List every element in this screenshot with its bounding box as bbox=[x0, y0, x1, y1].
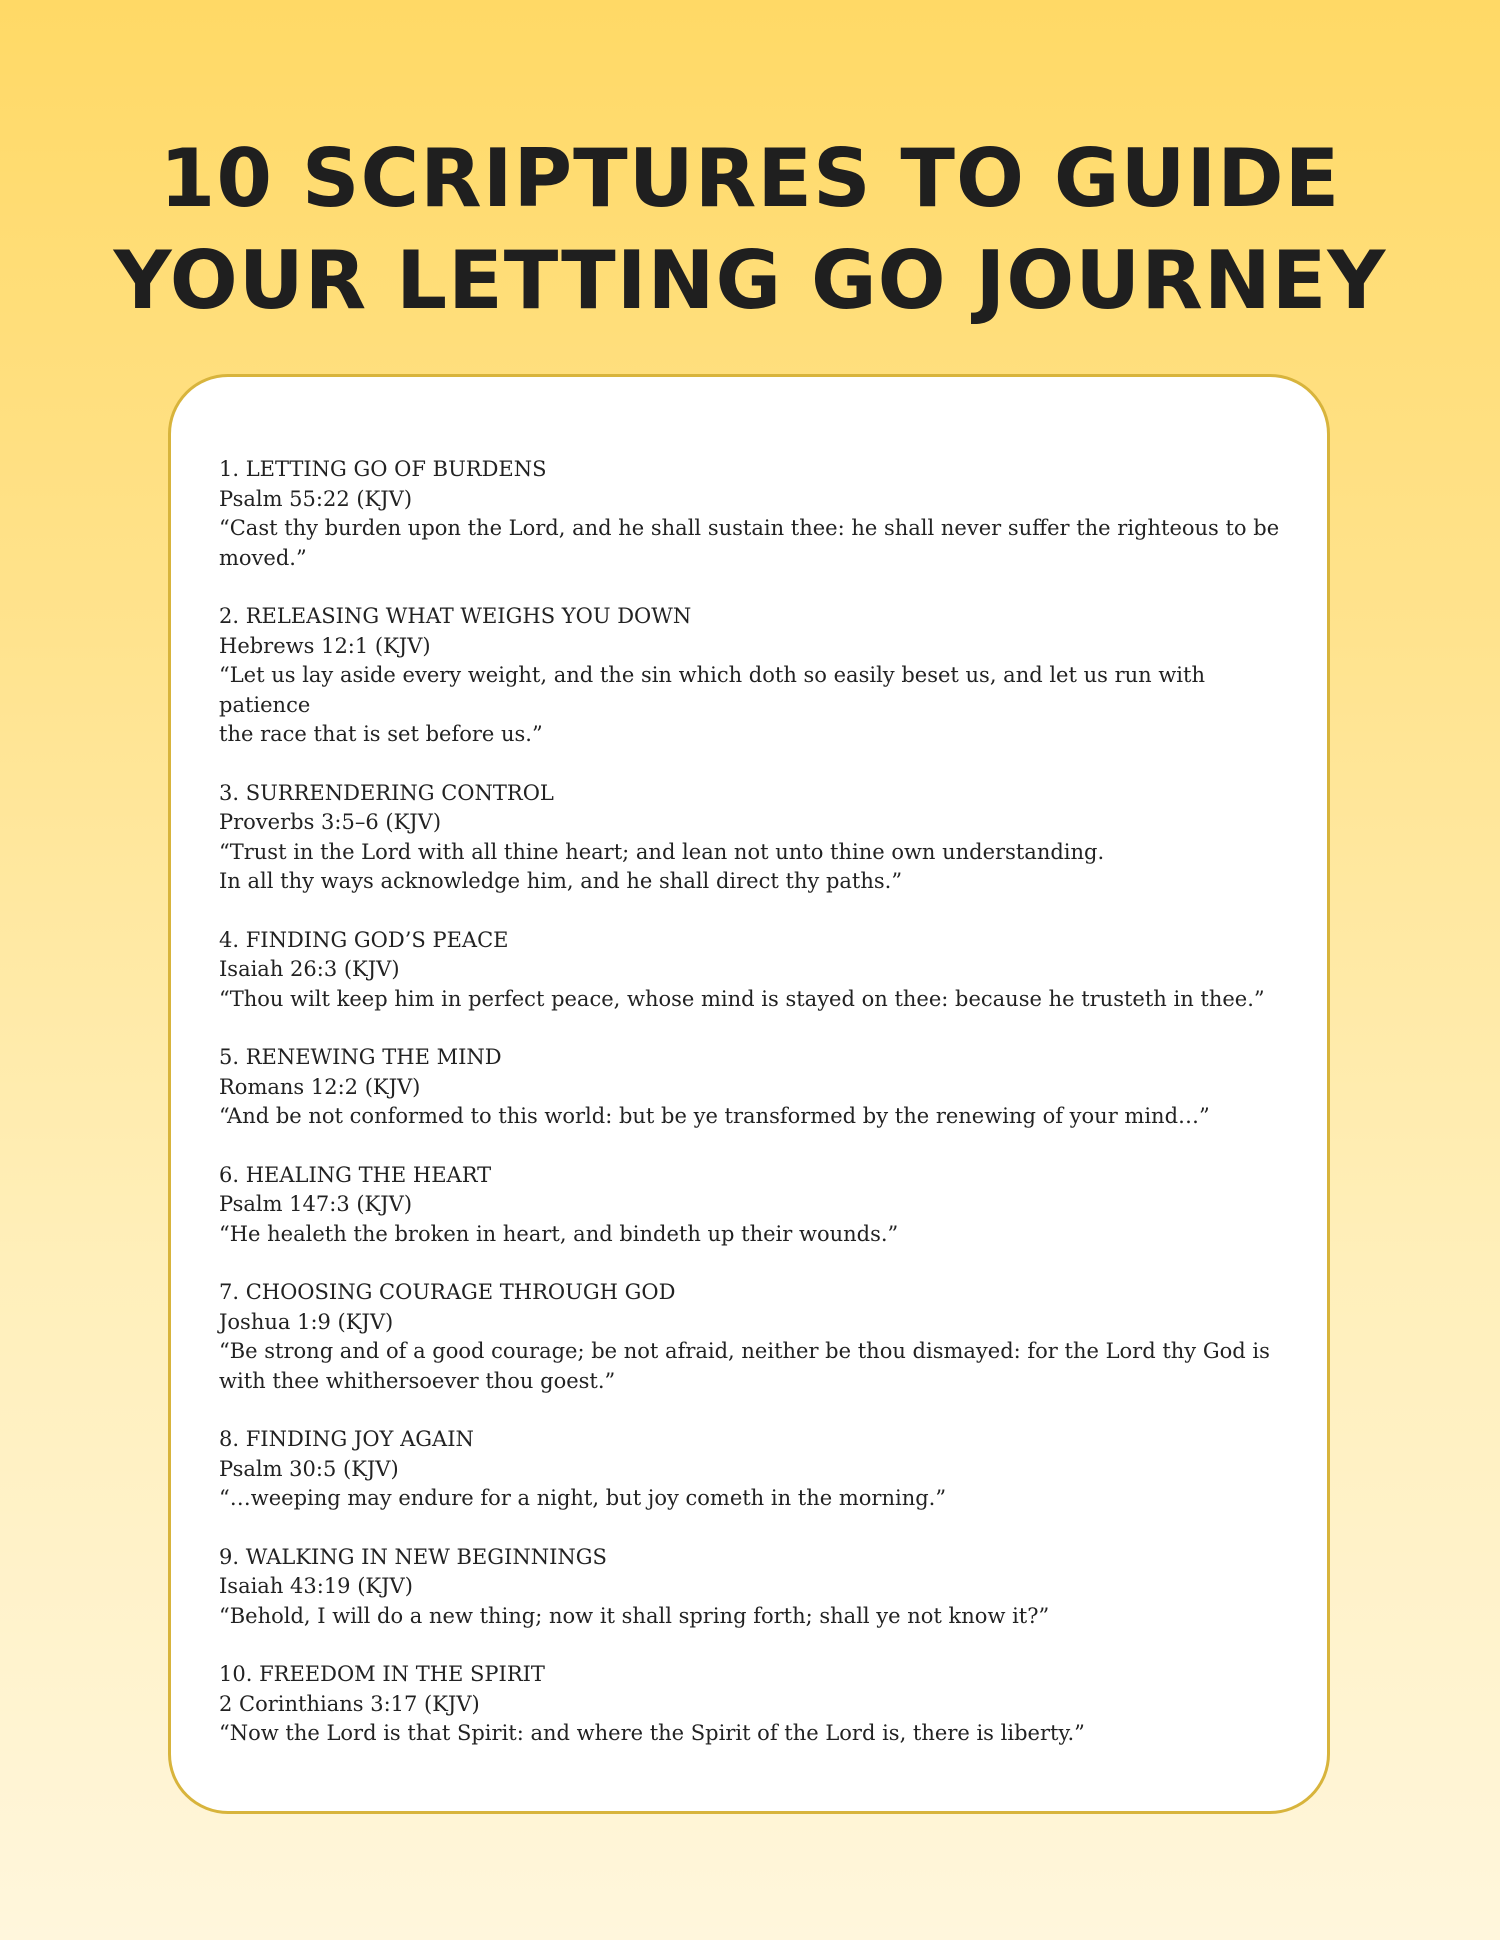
entry-verse-line: In all thy ways acknowledge him, and he shall direct thy paths.” bbox=[219, 869, 903, 893]
entry-reference: Romans 12:2 (KJV) bbox=[219, 1074, 421, 1099]
entry-verse-line: moved.” bbox=[219, 545, 307, 570]
entry-heading: 9. WALKING IN NEW BEGINNINGS bbox=[219, 1544, 607, 1569]
entry-verse-line: “Be strong and of a good courage; be not afraid, neither be thou dismayed: for the Lord thy God is bbox=[219, 1339, 1270, 1363]
entry-reference: Joshua 1:9 (KJV) bbox=[219, 1309, 394, 1334]
entry-heading: 6. HEALING THE HEART bbox=[219, 1162, 492, 1187]
entry-heading: 10. FREEDOM IN THE SPIRIT bbox=[219, 1662, 545, 1686]
entry-reference: Proverbs 3:5–6 (KJV) bbox=[219, 810, 442, 834]
scripture-entry bbox=[219, 1543, 1287, 1632]
scripture-entry bbox=[219, 779, 1287, 897]
entry-heading: 8. FINDING JOY AGAIN bbox=[219, 1427, 474, 1451]
scripture-entry bbox=[219, 455, 1287, 573]
entry-verse-line: “Thou wilt keep him in perfect peace, whose mind is stayed on thee: because he trusteth in thee.” bbox=[219, 986, 1265, 1011]
entry-verse-line: “He healeth the broken in heart, and bindeth up their wounds.” bbox=[219, 1221, 899, 1246]
page-title-line-1: 10 SCRIPTURES TO GUIDE bbox=[159, 132, 1341, 225]
entry-reference: Isaiah 43:19 (KJV) bbox=[219, 1574, 413, 1598]
entry-verse-line: “Trust in the Lord with all thine heart; and lean not unto thine own understanding. bbox=[219, 839, 1105, 864]
entry-verse-line: “Now the Lord is that Spirit: and where the Spirit of the Lord is, there is liberty.” bbox=[219, 1721, 1085, 1745]
entry-heading: 7. CHOOSING COURAGE THROUGH GOD bbox=[219, 1280, 676, 1304]
entry-verse-line: “Cast thy burden upon the Lord, and he shall sustain thee: he shall never suffer the righteous to be bbox=[219, 516, 1280, 540]
entry-reference: Isaiah 26:3 (KJV) bbox=[219, 957, 400, 981]
entry-reference: Psalm 147:3 (KJV) bbox=[219, 1192, 413, 1216]
scripture-entry bbox=[219, 1161, 1287, 1250]
scripture-entry bbox=[219, 1278, 1287, 1396]
scripture-entry bbox=[219, 926, 1287, 1015]
entry-heading: 2. RELEASING WHAT WEIGHS YOU DOWN bbox=[219, 604, 692, 628]
entry-verse-line: “Let us lay aside every weight, and the sin which doth so easily beset us, and let us run with patience bbox=[219, 663, 1205, 717]
scripture-entry bbox=[219, 1043, 1287, 1132]
entry-verse-line: the race that is set before us.” bbox=[219, 722, 543, 746]
page-title-line-2: YOUR LETTING GO JOURNEY bbox=[113, 234, 1387, 327]
entry-heading: 3. SURRENDERING CONTROL bbox=[219, 780, 554, 805]
entry-verse-line: “…weeping may endure for a night, but joy cometh in the morning.” bbox=[219, 1486, 947, 1510]
scripture-entry bbox=[219, 1425, 1287, 1514]
page-title bbox=[0, 128, 1500, 332]
entry-verse-line: “And be not conformed to this world: but be ye transformed by the renewing of your mind…” bbox=[219, 1104, 1210, 1128]
scripture-card bbox=[168, 374, 1330, 1814]
entry-heading: 4. FINDING GOD’S PEACE bbox=[219, 927, 509, 952]
entry-reference: Psalm 30:5 (KJV) bbox=[219, 1456, 399, 1481]
entry-reference: Hebrews 12:1 (KJV) bbox=[219, 633, 431, 658]
entry-verse-line: with thee whithersoever thou goest.” bbox=[219, 1368, 616, 1393]
entry-heading: 1. LETTING GO OF BURDENS bbox=[219, 457, 547, 481]
entry-verse-line: “Behold, I will do a new thing; now it shall spring forth; shall ye not know it?” bbox=[219, 1603, 1050, 1628]
entry-heading: 5. RENEWING THE MIND bbox=[219, 1045, 502, 1069]
entry-reference: 2 Corinthians 3:17 (KJV) bbox=[219, 1691, 480, 1716]
scripture-entry bbox=[219, 602, 1287, 750]
entry-reference: Psalm 55:22 (KJV) bbox=[219, 486, 413, 511]
scripture-entry bbox=[219, 1660, 1287, 1749]
